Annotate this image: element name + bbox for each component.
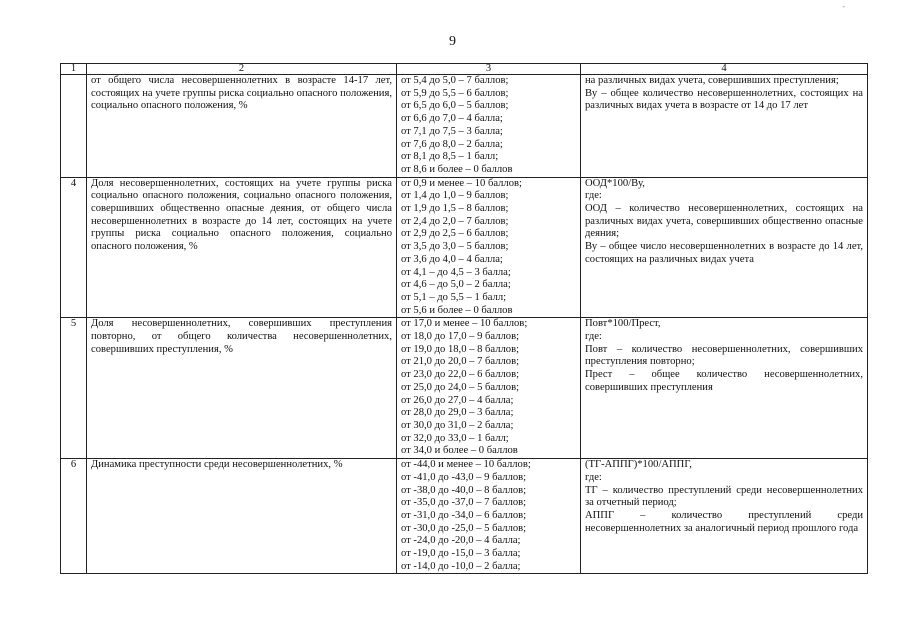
scale-line: от 21,0 до 20,0 – 7 баллов; [401,356,520,368]
page-number: 9 [449,34,456,49]
scale-line: от 2,4 до 2,0 – 7 баллов; [401,215,509,227]
scale-line: от 6,6 до 7,0 – 4 балла; [401,113,503,125]
table-row [61,75,868,178]
table-row [61,459,868,574]
header-col-2: 2 [87,64,397,75]
scale-line: от 3,6 до 4,0 – 4 балла; [401,253,503,265]
table-row [61,318,868,459]
scale-line: от -31,0 до -34,0 – 6 баллов; [401,509,527,521]
scale-line: от -35,0 до -37,0 – 7 баллов; [401,497,527,509]
scale-line: от 5,4 до 5,0 – 7 баллов; [401,75,509,86]
scale-line: от 1,9 до 1,5 – 8 баллов; [401,203,509,215]
formula-description [581,75,868,178]
scale-line: от 23,0 до 22,0 – 6 баллов; [401,369,520,381]
scale-line: от 8,6 и более – 0 баллов [401,163,513,175]
scale-line: от 0,9 и менее – 10 баллов; [401,177,522,189]
scale-line: от -24,0 до -20,0 – 4 балла; [401,535,521,547]
criteria-table [60,63,868,574]
row-number: 5 [61,318,87,459]
scale-line: от 18,0 до 17,0 – 9 баллов; [401,331,520,343]
header-col-4: 4 [581,64,868,75]
scale-line: от 19,0 до 18,0 – 8 баллов; [401,343,520,355]
formula-line: ООД – количество несовершеннолетних, состоящих на различных видах учета, совершивших общественно опасные деяния; [585,203,863,240]
scale-line: от -41,0 до -43,0 – 9 баллов; [401,471,527,483]
scale-line: от -14,0 до -10,0 – 2 балла; [401,560,521,572]
formula-line: Прест – общее количество несовершеннолетних, совершивших преступления [585,369,863,393]
scale-line: от -19,0 до -15,0 – 3 балла; [401,548,521,560]
row-number [61,75,87,178]
table-row [61,177,868,318]
formula-line: (ТГ-АППГ)*100/АППГ, [585,459,692,471]
scale-line: от 5,6 и более – 0 баллов [401,304,513,316]
header-col-3: 3 [397,64,581,75]
scale-line: от 1,4 до 1,0 – 9 баллов; [401,190,509,202]
scale-line: от -30,0 до -25,0 – 5 баллов; [401,522,527,534]
table-header-row [61,64,868,75]
formula-description [581,318,868,459]
row-number: 6 [61,459,87,574]
indicator-name: Доля несовершеннолетних, совершивших преступления повторно, от общего количества несовершеннолетних, совершивших преступления, % [87,318,397,459]
scale-line: от 7,1 до 7,5 – 3 балла; [401,125,503,137]
scale-line: от 28,0 до 29,0 – 3 балла; [401,407,514,419]
scale-line: от 2,9 до 2,5 – 6 баллов; [401,228,509,240]
indicator-name: Динамика преступности среди несовершеннолетних, % [87,459,397,574]
formula-line: где: [585,331,602,343]
scale-line: от 6,5 до 6,0 – 5 баллов; [401,100,509,112]
formula-line: ООД*100/Ву, [585,177,645,189]
scale-line: от 5,1 – до 5,5 – 1 балл; [401,291,507,303]
scale-line: от 5,9 до 5,5 – 6 баллов; [401,87,509,99]
indicator-name: Доля несовершеннолетних, состоящих на учете группы риска социально опасного положения, социально опасного положения, совершивших общественно опасные деяния, от общего числа несовершеннолетних в возрасте до 14 лет, состоящих на учете группы риска социально опасного положения, социально опасного положения, % [87,177,397,318]
formula-line: где: [585,471,602,483]
scale-line: от -44,0 и менее – 10 баллов; [401,459,531,471]
formula-line: ТГ – количество преступлений среди несовершеннолетних за отчетный период; [585,484,863,509]
row-number: 4 [61,177,87,318]
formula-line: Ву – общее количество несовершеннолетних, состоящих на различных видах учета в возрасте от 14 до 17 лет [585,87,863,112]
formula-description [581,459,868,574]
scale-line: от 7,6 до 8,0 – 2 балла; [401,138,503,150]
formula-line: Ву – общее число несовершеннолетних в возрасте до 14 лет, состоящих на различных видах учета [585,241,863,265]
scoring-scale [397,318,581,459]
formula-line: где: [585,190,602,202]
scoring-scale [397,177,581,318]
scoring-scale [397,459,581,574]
scale-line: от 32,0 до 33,0 – 1 балл; [401,432,509,444]
scale-line: от 4,1 – до 4,5 – 3 балла; [401,266,511,278]
scale-line: от 17,0 и менее – 10 баллов; [401,318,528,330]
scoring-scale [397,75,581,178]
indicator-name: от общего числа несовершеннолетних в возрасте 14-17 лет, состоящих на учете группы риска социально опасного положения, социально опасного положения, % [87,75,397,178]
formula-line: на различных видах учета, совершивших преступления; [585,75,839,86]
scale-line: от 25,0 до 24,0 – 5 баллов; [401,381,520,393]
formula-line: АППГ – количество преступлений среди несовершеннолетних за аналогичный период прошлого года [585,509,863,534]
scale-line: от 4,6 – до 5,0 – 2 балла; [401,279,511,291]
header-col-1: 1 [61,64,87,75]
scale-line: от 34,0 и более – 0 баллов [401,445,518,457]
formula-line: Повт – количество несовершеннолетних, совершивших преступления повторно; [585,343,863,368]
scale-line: от 3,5 до 3,0 – 5 баллов; [401,241,509,253]
formula-description [581,177,868,318]
scale-line: от -38,0 до -40,0 – 8 баллов; [401,484,527,496]
scale-line: от 8,1 до 8,5 – 1 балл; [401,151,499,163]
corner-mark: - [842,2,845,11]
scale-line: от 30,0 до 31,0 – 2 балла; [401,419,514,431]
scale-line: от 26,0 до 27,0 – 4 балла; [401,394,514,406]
table-body [61,75,868,574]
formula-line: Повт*100/Прест, [585,318,661,330]
